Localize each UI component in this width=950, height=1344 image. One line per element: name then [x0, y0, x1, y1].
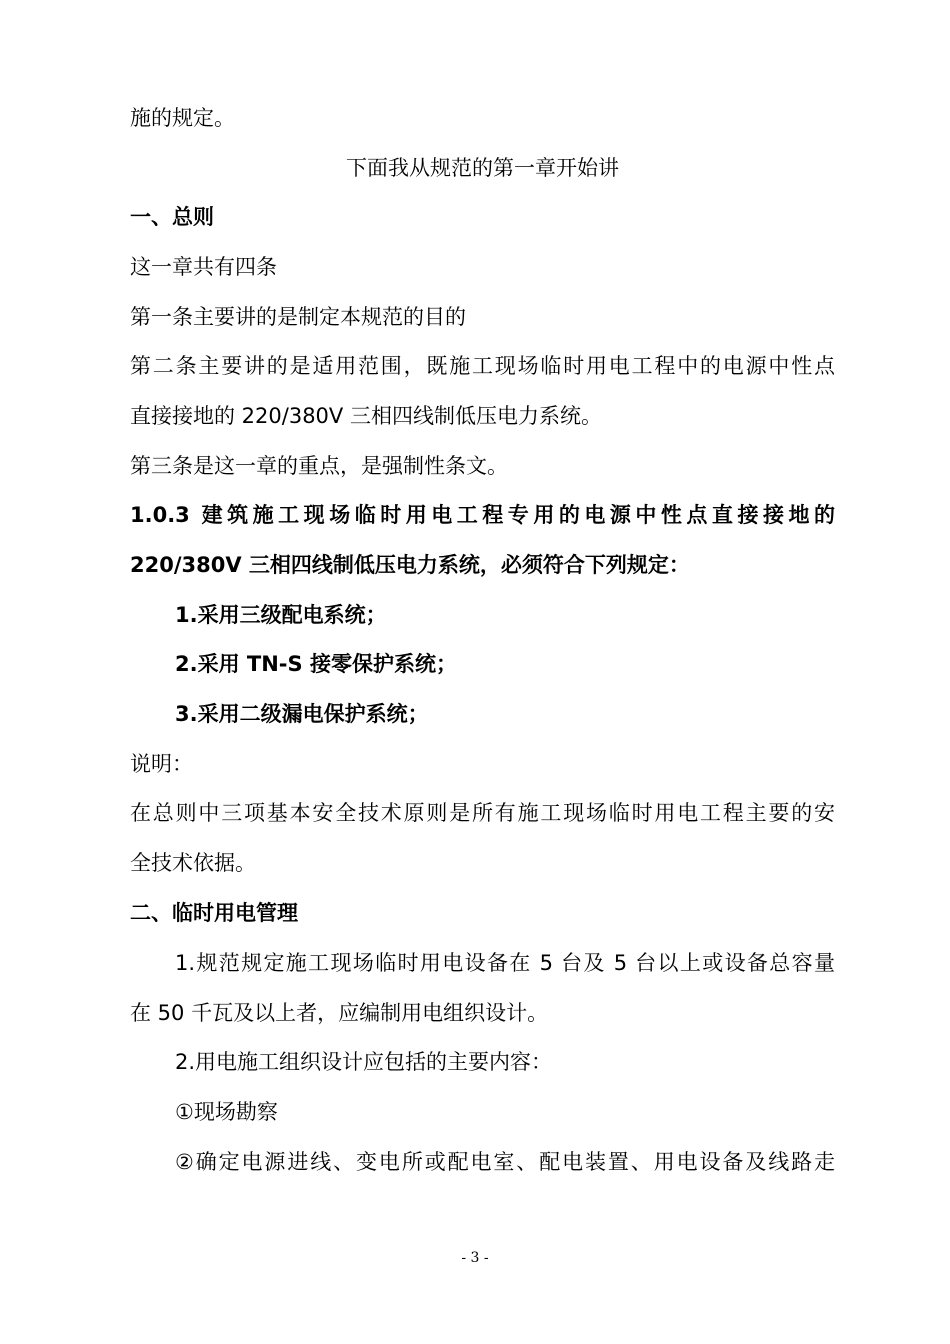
clause-item: 1.采用三级配电系统；: [175, 603, 387, 627]
text-line: 第三条是这一章的重点，是强制性条文。: [130, 454, 508, 478]
page-number: - 3 -: [461, 1250, 489, 1266]
text-line: 施的规定。: [130, 106, 235, 130]
text-line: 第一条主要讲的是制定本规范的目的: [130, 305, 466, 329]
clause-title-line: 220/380V 三相四线制低压电力系统，必须符合下列规定：: [130, 553, 690, 577]
section-heading-general: 一、总则: [130, 205, 214, 229]
section-heading-management: 二、临时用电管理: [130, 901, 298, 925]
clause-item: 3.采用二级漏电保护系统；: [175, 702, 429, 726]
list-item: ①现场勘察: [175, 1100, 278, 1124]
text-line: 第二条主要讲的是适用范围，既施工现场临时用电工程中的电源中性点: [130, 354, 835, 378]
centered-intro-line: 下面我从规范的第一章开始讲: [346, 156, 619, 180]
list-item: ②确定电源进线、变电所或配电室、配电装置、用电设备及线路走: [175, 1150, 835, 1174]
text-line: 2.用电施工组织设计应包括的主要内容：: [175, 1050, 553, 1074]
clause-title-line: 1.0.3 建筑施工现场临时用电工程专用的电源中性点直接接地的: [130, 503, 835, 527]
clause-item: 2.采用 TN-S 接零保护系统；: [175, 652, 457, 676]
text-line: 在总则中三项基本安全技术原则是所有施工现场临时用电工程主要的安: [130, 801, 835, 825]
text-line: 说明：: [130, 752, 193, 776]
text-line: 在 50 千瓦及以上者，应编制用电组织设计。: [130, 1001, 549, 1025]
text-line: 直接接地的 220/380V 三相四线制低压电力系统。: [130, 404, 602, 428]
text-line: 1.规范规定施工现场临时用电设备在 5 台及 5 台以上或设备总容量: [175, 951, 835, 975]
text-line: 这一章共有四条: [130, 255, 277, 279]
text-line: 全技术依据。: [130, 851, 256, 875]
